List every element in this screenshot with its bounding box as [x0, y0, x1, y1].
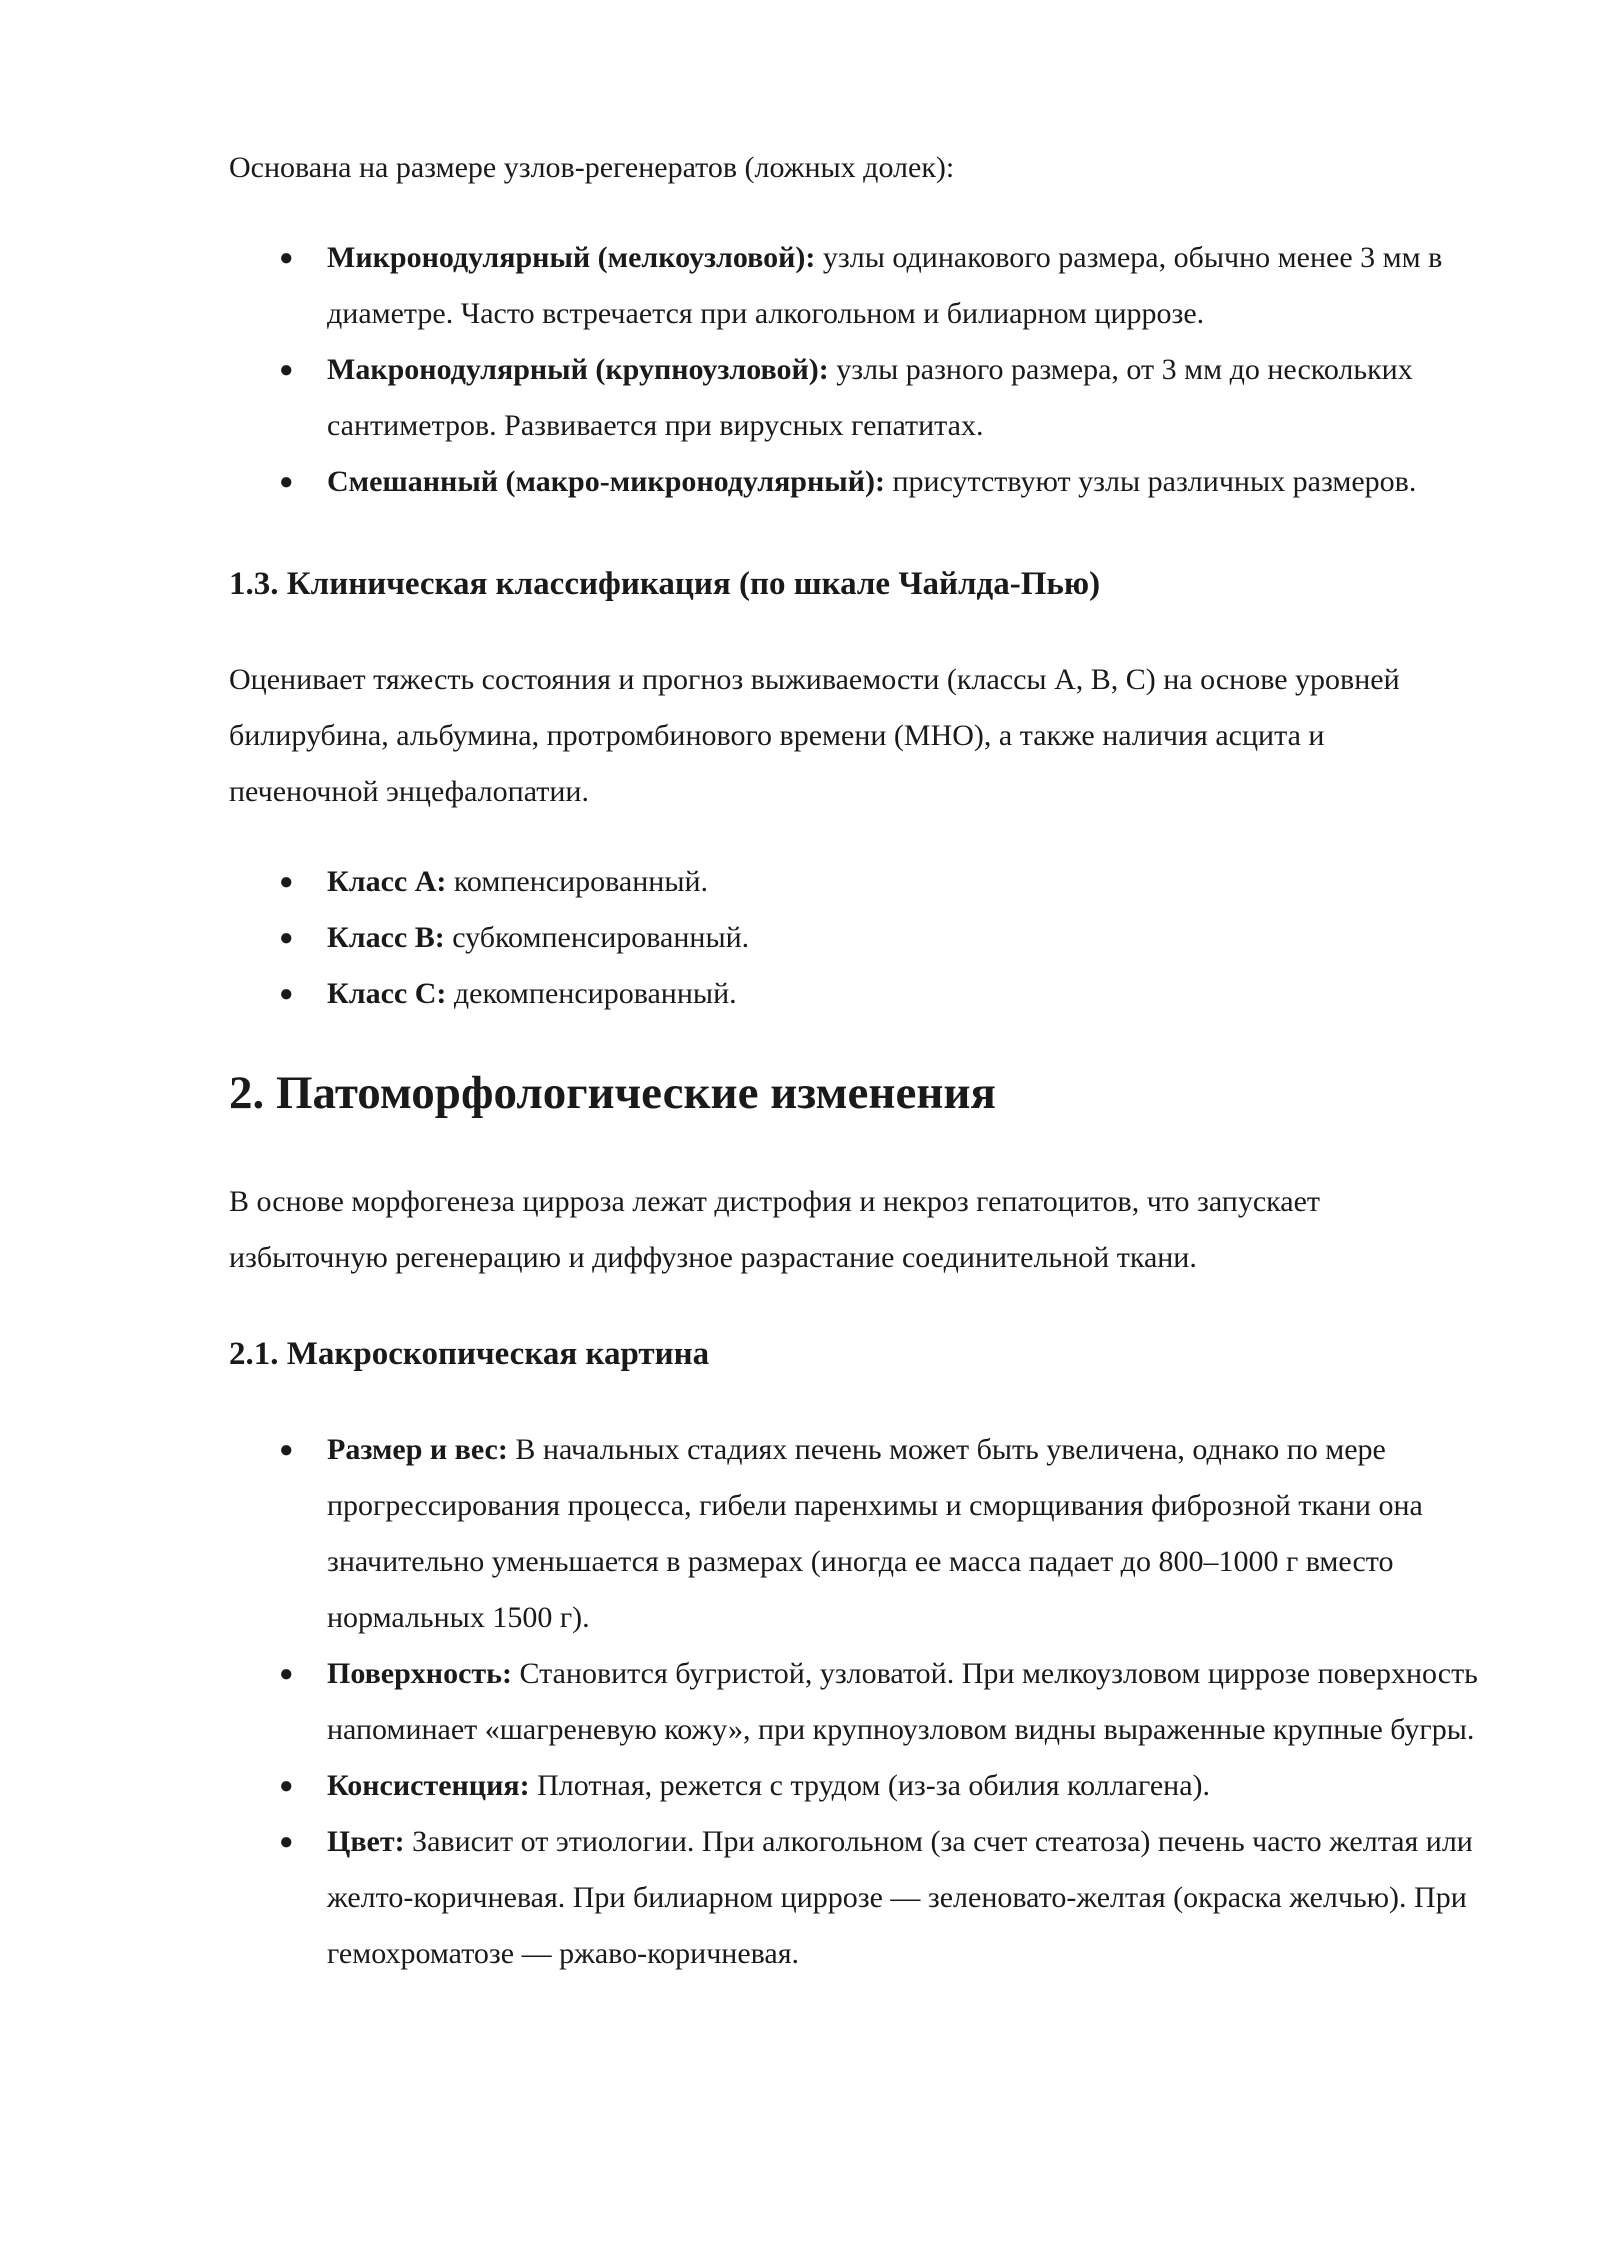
list-item	[229, 230, 1479, 342]
list-item-text: В начальных стадиях печень может быть увеличена, однако по мере прогрессирования процесса, гибели паренхимы и сморщивания фиброзной ткани она значительно уменьшается в размерах (иногда ее масса падает до 800–1000 г вместо нормальных 1500 г).	[327, 1433, 1423, 1634]
list-item	[229, 966, 1479, 1022]
list-item-term: Класс B:	[327, 921, 445, 954]
list-item-term: Цвет:	[327, 1825, 405, 1858]
bullet-icon: ●	[279, 925, 294, 951]
list-item-text: субкомпенсированный.	[444, 921, 750, 954]
bullet-icon: ●	[279, 1437, 294, 1463]
list-item-text: Становится бугристой, узловатой. При мелкоузловом циррозе поверхность напоминает «шагреневую кожу», при крупноузловом видны выраженные крупные бугры.	[327, 1657, 1478, 1746]
list-item	[229, 1814, 1479, 1982]
section-2-heading: 2. Патоморфологические изменения	[229, 1067, 996, 1119]
section-1-3-paragraph: Оценивает тяжесть состояния и прогноз выживаемости (классы A, B, C) на основе уровней билирубина, альбумина, протромбинового времени (МНО), а также наличия асцита и печеночной энцефалопатии.	[229, 663, 1400, 808]
list-item-term: Макронодулярный (крупноузловой):	[327, 353, 829, 386]
document-page	[229, 140, 1479, 1982]
list-item	[229, 854, 1479, 910]
list-item-term: Микронодулярный (мелкоузловой):	[327, 241, 816, 274]
section-1-3-heading: 1.3. Клиническая классификация (по шкале Чайлда-Пью)	[229, 566, 1101, 602]
bullet-icon: ●	[279, 469, 294, 495]
list-item-term: Размер и вес:	[327, 1433, 508, 1466]
bullet-icon: ●	[279, 245, 294, 271]
intro-paragraph: Основана на размере узлов-регенератов (ложных долек):	[229, 151, 955, 184]
list-item-term: Класс C:	[327, 977, 447, 1010]
bullet-icon: ●	[279, 981, 294, 1007]
list-item-text: узлы разного размера, от 3 мм до нескольких сантиметров. Развивается при вирусных гепатитах.	[327, 353, 1413, 442]
bullet-icon: ●	[279, 869, 294, 895]
list-item-text: присутствуют узлы различных размеров.	[884, 465, 1417, 498]
list-item	[229, 454, 1479, 510]
macroscopic-list	[229, 1422, 1479, 1982]
list-item	[229, 1422, 1479, 1646]
bullet-icon: ●	[279, 1773, 294, 1799]
list-item-text: узлы одинакового размера, обычно менее 3 мм в диаметре. Часто встречается при алкогольном и билиарном циррозе.	[327, 241, 1443, 330]
section-2-1-heading: 2.1. Макроскопическая картина	[229, 1336, 710, 1372]
list-item-text: Зависит от этиологии. При алкогольном (за счет стеатоза) печень часто желтая или желто-коричневая. При билиарном циррозе — зеленовато-желтая (окраска желчью). При гемохроматозе — ржаво-коричневая.	[327, 1825, 1473, 1970]
list-item-term: Поверхность:	[327, 1657, 512, 1690]
list-item-text: компенсированный.	[446, 865, 709, 898]
list-item	[229, 910, 1479, 966]
list-item-text: Плотная, режется с трудом (из-за обилия коллагена).	[529, 1769, 1211, 1802]
list-item-term: Класс A:	[327, 865, 447, 898]
section-2-paragraph: В основе морфогенеза цирроза лежат дистрофия и некроз гепатоцитов, что запускает избыточную регенерацию и диффузное разрастание соединительной ткани.	[229, 1185, 1321, 1274]
list-item	[229, 1646, 1479, 1758]
list-item	[229, 1758, 1479, 1814]
list-item-text: декомпенсированный.	[446, 977, 737, 1010]
list-item	[229, 342, 1479, 454]
list-item-term: Смешанный (макро-микронодулярный):	[327, 465, 885, 498]
list-item-term: Консистенция:	[327, 1769, 530, 1802]
bullet-icon: ●	[279, 1661, 294, 1687]
child-pugh-class-list	[229, 854, 1479, 1022]
bullet-icon: ●	[279, 357, 294, 383]
bullet-icon: ●	[279, 1829, 294, 1855]
nodular-type-list	[229, 230, 1479, 510]
